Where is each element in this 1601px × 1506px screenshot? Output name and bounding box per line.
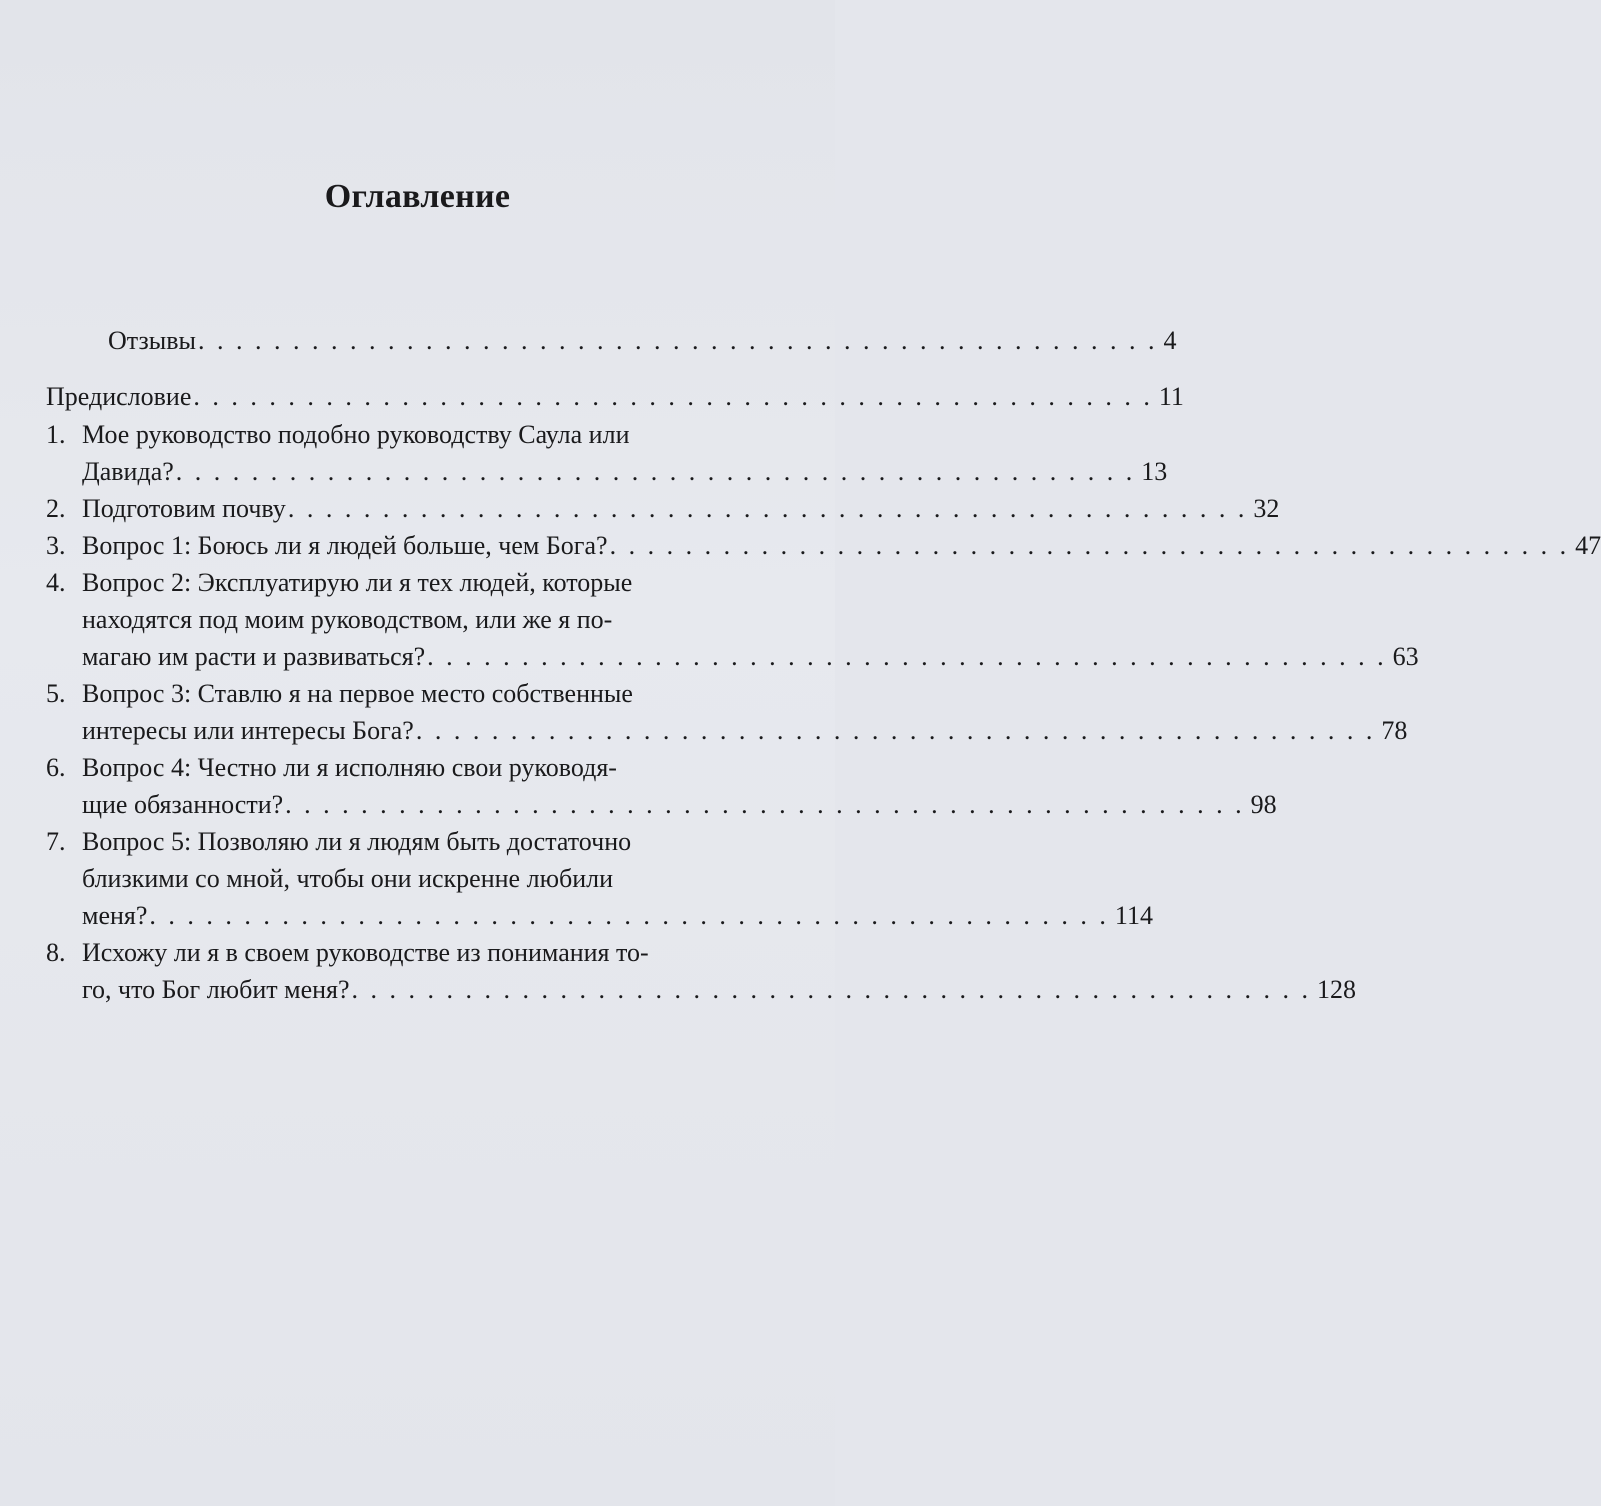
dot-leader: . . . . . . . . . . . . . . . . . . . . . . . . . . . . . . . . . . . . . . . . . . . . . . . . . . . [351, 975, 1312, 1004]
toc-entry-number: 1. [46, 420, 66, 449]
dot-leader: . . . . . . . . . . . . . . . . . . . . . . . . . . . . . . . . . . . . . . . . . . . . . . . . . . . [197, 326, 1158, 355]
toc-entry-number: 2. [46, 494, 66, 523]
toc-entry-chapter-6[interactable] [46, 749, 1277, 823]
toc-entry-number: 6. [46, 753, 66, 782]
toc-entry-title: интересы или интересы Бога? [82, 716, 414, 745]
toc-entry-number: 3. [46, 531, 66, 560]
toc-entry-page: 13 [1141, 457, 1168, 486]
toc-entry-number: 4. [46, 568, 66, 597]
toc-entry-number: 5. [46, 679, 66, 708]
toc-entry-title: го, что Бог любит меня? [82, 975, 350, 1004]
dot-leader: . . . . . . . . . . . . . . . . . . . . . . . . . . . . . . . . . . . . . . . . . . . . . . . . . . . [609, 531, 1570, 560]
toc-entry-line: Вопрос 2: Эксплуатирую ли я тех людей, которые [82, 568, 633, 597]
dot-leader: . . . . . . . . . . . . . . . . . . . . . . . . . . . . . . . . . . . . . . . . . . . . . . . . . . . [149, 901, 1109, 930]
toc-entry-page: 32 [1253, 494, 1280, 523]
dot-leader: . . . . . . . . . . . . . . . . . . . . . . . . . . . . . . . . . . . . . . . . . . . . . . . . . . . [193, 382, 1153, 411]
toc-entry-line: Вопрос 4: Честно ли я исполняю свои руководя- [82, 753, 617, 782]
toc-entry-line: Вопрос 5: Позволяю ли я людям быть достаточно [82, 827, 632, 856]
toc-entry-title: Вопрос 1: Боюсь ли я людей больше, чем Бога? [82, 531, 608, 560]
toc-entry-chapter-2[interactable] [46, 490, 1280, 527]
toc-entry-title: меня? [82, 901, 148, 930]
toc-entry-page: 4 [1163, 326, 1177, 355]
toc-entry-page: 63 [1392, 642, 1419, 671]
toc-entry-line: Исхожу ли я в своем руководстве из понимания то- [82, 938, 649, 967]
dot-leader: . . . . . . . . . . . . . . . . . . . . . . . . . . . . . . . . . . . . . . . . . . . . . . . . . . . [427, 642, 1387, 671]
toc-entry-reviews[interactable] [46, 322, 1177, 359]
toc-entry-line: Мое руководство подобно руководству Саула или [82, 420, 630, 449]
dot-leader: . . . . . . . . . . . . . . . . . . . . . . . . . . . . . . . . . . . . . . . . . . . . . . . . . . . [175, 457, 1136, 486]
toc-entry-line: близкими со мной, чтобы они искренне любили [82, 864, 614, 893]
toc-entry-title: магаю им расти и развиваться? [82, 642, 426, 671]
toc-entry-chapter-1[interactable] [46, 416, 1168, 490]
toc-entry-page: 11 [1158, 382, 1184, 411]
toc-entry-chapter-8[interactable] [46, 934, 1357, 1008]
toc-entry-title: Подготовим почву [82, 494, 286, 523]
toc-entry-number: 7. [46, 827, 66, 856]
toc-entry-page: 98 [1250, 790, 1277, 819]
dot-leader: . . . . . . . . . . . . . . . . . . . . . . . . . . . . . . . . . . . . . . . . . . . . . . . . . . . [415, 716, 1376, 745]
toc-entry-chapter-4[interactable] [46, 564, 1419, 675]
toc-entry-page: 47 [1575, 531, 1601, 560]
toc-entry-page: 128 [1317, 975, 1357, 1004]
toc-entry-chapter-7[interactable] [46, 823, 1153, 934]
toc-entry-page: 114 [1114, 901, 1153, 930]
toc-entry-title: Предисловие [46, 382, 192, 411]
toc-entry-number: 8. [46, 938, 66, 967]
toc-entry-chapter-5[interactable] [46, 675, 1408, 749]
dot-leader: . . . . . . . . . . . . . . . . . . . . . . . . . . . . . . . . . . . . . . . . . . . . . . . . . . . [285, 790, 1245, 819]
toc-entry-line: Вопрос 3: Ставлю я на первое место собственные [82, 679, 633, 708]
toc-entry-chapter-3[interactable] [46, 527, 1601, 564]
toc-entry-title: щие обязанности? [82, 790, 284, 819]
toc-entry-title: Давида? [82, 457, 174, 486]
toc-entry-line: находятся под моим руководством, или же я по- [82, 605, 613, 634]
dot-leader: . . . . . . . . . . . . . . . . . . . . . . . . . . . . . . . . . . . . . . . . . . . . . . . . . . . [287, 494, 1248, 523]
toc-entry-title: Отзывы [108, 326, 196, 355]
table-of-contents [46, 322, 1601, 1008]
toc-entry-page: 78 [1381, 716, 1408, 745]
toc-entry-preface[interactable] [46, 378, 1184, 415]
page-title: Оглавление [324, 178, 511, 215]
